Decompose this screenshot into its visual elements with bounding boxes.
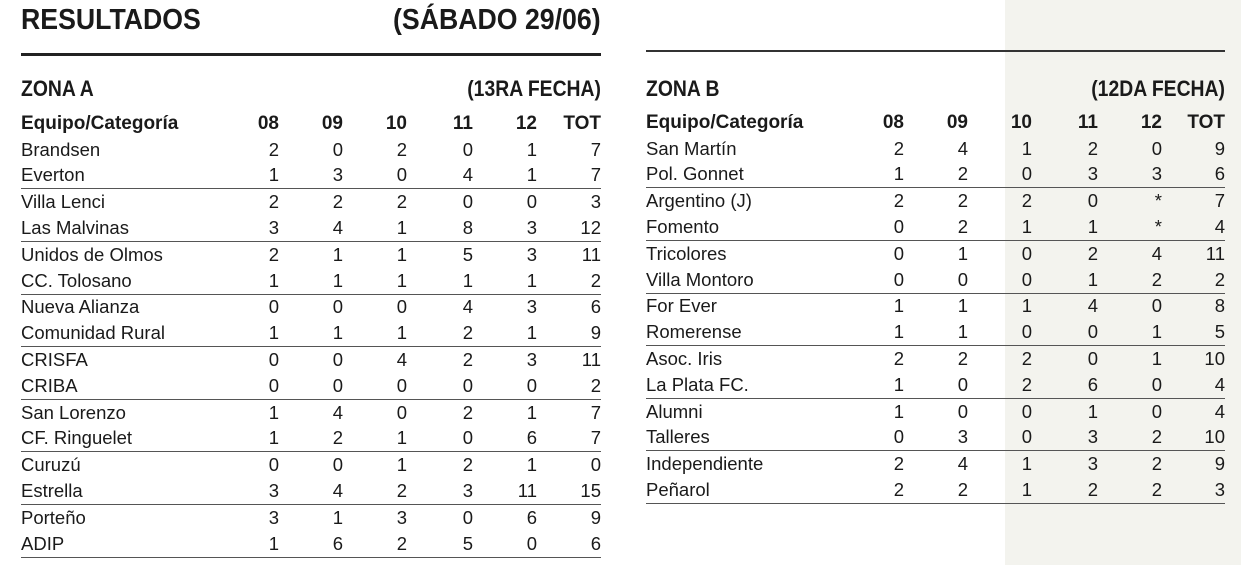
cat-11-cell: 3 xyxy=(1032,162,1098,188)
cat-08-cell: 2 xyxy=(860,477,904,503)
cat-10-cell: 0 xyxy=(396,296,407,318)
cat-10-cell: 0 xyxy=(968,425,1032,451)
cat-11-cell: 4 xyxy=(1087,295,1098,317)
table-row xyxy=(646,267,1225,293)
cat-12-cell: * xyxy=(1154,190,1162,212)
table-header-row xyxy=(646,110,1225,136)
zona-a-table xyxy=(21,111,601,558)
team-cell: Nueva Alianza xyxy=(21,296,140,318)
cat-11-cell: 1 xyxy=(1087,400,1098,422)
team-cell: Comunidad Rural xyxy=(21,320,235,346)
zona-a-rows xyxy=(21,137,601,557)
cat-10-cell: 1 xyxy=(968,214,1032,240)
cat-09-cell: 0 xyxy=(957,400,968,422)
cat-12-cell: 0 xyxy=(1151,400,1162,422)
cat-11-cell: 3 xyxy=(407,478,473,504)
cat-12-cell: 1 xyxy=(526,138,537,160)
team-cell: Villa Montoro xyxy=(646,267,860,293)
cat-08-cell: 1 xyxy=(860,319,904,345)
zona-b-heading xyxy=(646,76,1225,104)
total-cell: 11 xyxy=(581,349,601,371)
cat-10-cell: 1 xyxy=(343,215,407,241)
table-row xyxy=(21,189,601,215)
cat-11-cell: 6 xyxy=(1032,372,1098,398)
team-cell: Alumni xyxy=(646,400,703,422)
team-cell: Porteño xyxy=(21,506,86,528)
cat-09-cell: 4 xyxy=(279,478,343,504)
column-header-team: Equipo/Categoría xyxy=(646,111,804,133)
cat-08-cell: 2 xyxy=(893,348,904,370)
cat-08-cell: 1 xyxy=(235,163,279,189)
cat-10-cell: 0 xyxy=(968,319,1032,345)
team-cell: Estrella xyxy=(21,478,235,504)
team-cell: Las Malvinas xyxy=(21,215,235,241)
zona-a-fecha: (13RA FECHA) xyxy=(467,76,601,101)
zona-b-fecha: (12DA FECHA) xyxy=(1091,76,1225,101)
cat-10-cell: 1 xyxy=(396,243,407,265)
cat-12-cell: * xyxy=(1098,214,1162,240)
total-cell: 3 xyxy=(1162,477,1225,503)
cat-12-cell: 3 xyxy=(526,349,537,371)
cat-08-cell: 2 xyxy=(268,138,279,160)
team-cell: Unidos de Olmos xyxy=(21,243,163,265)
cat-08-cell: 1 xyxy=(860,162,904,188)
cat-09-cell: 0 xyxy=(332,138,343,160)
team-cell: Romerense xyxy=(646,319,860,345)
total-cell: 4 xyxy=(1214,400,1225,422)
zona-b-table xyxy=(646,110,1225,504)
table-row xyxy=(646,136,1225,162)
cat-10-cell: 2 xyxy=(968,372,1032,398)
table-row xyxy=(646,188,1225,214)
cat-08-cell: 1 xyxy=(893,400,904,422)
cat-10-cell: 1 xyxy=(1021,453,1032,475)
total-cell: 6 xyxy=(590,296,601,318)
total-cell: 9 xyxy=(590,506,601,528)
cat-09-cell: 0 xyxy=(279,373,343,399)
cat-11-cell: 2 xyxy=(462,349,473,371)
table-row xyxy=(646,398,1225,424)
cat-09-cell: 2 xyxy=(904,162,968,188)
cat-12-cell: 2 xyxy=(1098,425,1162,451)
total-cell: 4 xyxy=(1162,214,1225,240)
table-row xyxy=(21,294,601,320)
cat-11-cell: 0 xyxy=(462,506,473,528)
total-cell: 2 xyxy=(1162,267,1225,293)
cat-09-cell: 1 xyxy=(279,268,343,294)
cat-10-cell: 2 xyxy=(396,191,407,213)
cat-10-cell: 1 xyxy=(343,426,407,452)
cat-08-cell: 2 xyxy=(268,243,279,265)
total-cell: 9 xyxy=(1214,453,1225,475)
cat-08-cell: 0 xyxy=(860,214,904,240)
cat-10-cell: 0 xyxy=(968,162,1032,188)
cat-08-cell: 1 xyxy=(235,531,279,557)
cat-09-cell: 0 xyxy=(904,267,968,293)
cat-09-cell: 0 xyxy=(332,296,343,318)
cat-10-cell: 2 xyxy=(1021,190,1032,212)
total-cell: 7 xyxy=(590,138,601,160)
team-cell: Peñarol xyxy=(646,477,860,503)
cat-08-cell: 2 xyxy=(893,137,904,159)
cat-11-cell: 0 xyxy=(1087,348,1098,370)
cat-12-cell: 4 xyxy=(1151,242,1162,264)
cat-11-cell: 1 xyxy=(1032,214,1098,240)
table-row xyxy=(646,451,1225,477)
cat-12-cell: 1 xyxy=(526,454,537,476)
table-row xyxy=(646,346,1225,372)
column-header-09: 09 xyxy=(946,111,968,133)
cat-09-cell: 1 xyxy=(332,243,343,265)
table-row xyxy=(21,241,601,267)
cat-12-cell: 2 xyxy=(1151,453,1162,475)
cat-11-cell: 0 xyxy=(1087,190,1098,212)
cat-12-cell: 0 xyxy=(526,191,537,213)
team-cell: Curuzú xyxy=(21,454,81,476)
total-cell: 9 xyxy=(1214,137,1225,159)
table-row xyxy=(21,215,601,241)
total-cell: 6 xyxy=(1162,162,1225,188)
cat-11-cell: 0 xyxy=(407,373,473,399)
team-cell: Everton xyxy=(21,163,235,189)
table-row xyxy=(21,452,601,478)
cat-09-cell: 2 xyxy=(904,214,968,240)
cat-08-cell: 0 xyxy=(268,296,279,318)
total-cell: 2 xyxy=(537,373,601,399)
total-cell: 8 xyxy=(1214,295,1225,317)
team-cell: Argentino (J) xyxy=(646,190,752,212)
cat-10-cell: 2 xyxy=(343,478,407,504)
cat-12-cell: 1 xyxy=(1151,348,1162,370)
cat-12-cell: 2 xyxy=(1098,267,1162,293)
team-cell: Independiente xyxy=(646,453,764,475)
cat-11-cell: 5 xyxy=(462,243,473,265)
team-cell: Fomento xyxy=(646,214,860,240)
cat-09-cell: 1 xyxy=(904,319,968,345)
total-cell: 15 xyxy=(537,478,601,504)
cat-09-cell: 1 xyxy=(957,295,968,317)
cat-08-cell: 0 xyxy=(235,373,279,399)
cat-09-cell: 2 xyxy=(904,477,968,503)
team-cell: Pol. Gonnet xyxy=(646,162,860,188)
page-date: (SÁBADO 29/06) xyxy=(393,4,601,36)
table-row xyxy=(21,163,601,189)
column-header-08: 08 xyxy=(882,111,904,133)
cat-09-cell: 4 xyxy=(957,453,968,475)
team-cell: Brandsen xyxy=(21,138,101,160)
cat-09-cell: 1 xyxy=(279,320,343,346)
cat-11-cell: 4 xyxy=(407,163,473,189)
total-cell: 6 xyxy=(537,531,601,557)
cat-12-cell: 1 xyxy=(473,320,537,346)
cat-12-cell: 3 xyxy=(1098,162,1162,188)
cat-08-cell: 0 xyxy=(268,454,279,476)
column-header-tot: TOT xyxy=(563,112,601,134)
cat-09-cell: 1 xyxy=(332,506,343,528)
column-header-12: 12 xyxy=(515,112,537,134)
total-cell: 7 xyxy=(1214,190,1225,212)
cat-08-cell: 3 xyxy=(268,506,279,528)
cat-08-cell: 2 xyxy=(268,191,279,213)
cat-08-cell: 0 xyxy=(268,349,279,371)
team-cell: Asoc. Iris xyxy=(646,348,723,370)
cat-09-cell: 6 xyxy=(279,531,343,557)
zona-b-rule xyxy=(646,50,1225,52)
cat-11-cell: 1 xyxy=(407,268,473,294)
total-cell: 10 xyxy=(1162,425,1225,451)
team-cell: Villa Lenci xyxy=(21,191,105,213)
cat-08-cell: 1 xyxy=(235,426,279,452)
cat-10-cell: 2 xyxy=(343,531,407,557)
team-cell: CRIBA xyxy=(21,373,235,399)
cat-10-cell: 1 xyxy=(1021,295,1032,317)
cat-12-cell: 6 xyxy=(526,506,537,528)
total-cell: 4 xyxy=(1162,372,1225,398)
team-cell: Tricolores xyxy=(646,242,727,264)
column-header-08: 08 xyxy=(257,112,279,134)
cat-08-cell: 1 xyxy=(235,268,279,294)
total-cell: 11 xyxy=(581,243,601,265)
table-row xyxy=(646,162,1225,188)
cat-08-cell: 1 xyxy=(893,295,904,317)
cat-09-cell: 1 xyxy=(957,242,968,264)
cat-12-cell: 3 xyxy=(526,296,537,318)
table-row xyxy=(646,319,1225,345)
cat-10-cell: 1 xyxy=(968,477,1032,503)
cat-10-cell: 2 xyxy=(396,138,407,160)
cat-09-cell: 2 xyxy=(957,190,968,212)
cat-12-cell: 0 xyxy=(473,373,537,399)
cat-08-cell: 2 xyxy=(893,453,904,475)
table-row xyxy=(646,372,1225,398)
total-cell: 7 xyxy=(537,163,601,189)
cat-11-cell: 5 xyxy=(407,531,473,557)
table-row xyxy=(646,425,1225,451)
total-cell: 11 xyxy=(1205,242,1225,264)
cat-11-cell: 2 xyxy=(1032,477,1098,503)
cat-09-cell: 0 xyxy=(332,349,343,371)
cat-12-cell: 2 xyxy=(1098,477,1162,503)
table-row xyxy=(646,240,1225,266)
cat-08-cell: 1 xyxy=(268,401,279,423)
page-title: RESULTADOS xyxy=(21,4,201,36)
cat-11-cell: 0 xyxy=(462,191,473,213)
cat-11-cell: 3 xyxy=(1087,453,1098,475)
cat-10-cell: 1 xyxy=(343,268,407,294)
cat-09-cell: 0 xyxy=(904,372,968,398)
table-row xyxy=(21,399,601,425)
cat-11-cell: 3 xyxy=(1032,425,1098,451)
team-cell: San Martín xyxy=(646,137,737,159)
table-row xyxy=(21,347,601,373)
total-cell: 9 xyxy=(537,320,601,346)
cat-11-cell: 2 xyxy=(462,454,473,476)
cat-11-cell: 1 xyxy=(1032,267,1098,293)
cat-09-cell: 4 xyxy=(957,137,968,159)
cat-08-cell: 3 xyxy=(235,478,279,504)
total-cell: 7 xyxy=(590,401,601,423)
cat-11-cell: 4 xyxy=(462,296,473,318)
team-cell: For Ever xyxy=(646,295,717,317)
cat-12-cell: 6 xyxy=(473,426,537,452)
table-row xyxy=(21,531,601,557)
cat-12-cell: 0 xyxy=(1151,295,1162,317)
zona-b-rows xyxy=(646,136,1225,504)
cat-08-cell: 0 xyxy=(860,425,904,451)
cat-11-cell: 2 xyxy=(1087,137,1098,159)
cat-10-cell: 1 xyxy=(396,454,407,476)
cat-08-cell: 2 xyxy=(893,190,904,212)
cat-11-cell: 0 xyxy=(407,426,473,452)
cat-10-cell: 0 xyxy=(343,163,407,189)
cat-08-cell: 1 xyxy=(235,320,279,346)
table-row xyxy=(646,477,1225,503)
zona-b-name: ZONA B xyxy=(646,76,720,101)
cat-09-cell: 4 xyxy=(279,215,343,241)
cat-09-cell: 2 xyxy=(957,348,968,370)
column-header-tot: TOT xyxy=(1187,111,1225,133)
total-cell: 5 xyxy=(1162,319,1225,345)
column-header-10: 10 xyxy=(385,112,407,134)
table-row xyxy=(21,478,601,504)
cat-12-cell: 1 xyxy=(473,163,537,189)
cat-12-cell: 0 xyxy=(1098,372,1162,398)
cat-10-cell: 0 xyxy=(1021,242,1032,264)
total-cell: 2 xyxy=(537,268,601,294)
total-cell: 3 xyxy=(590,191,601,213)
cat-09-cell: 2 xyxy=(279,426,343,452)
cat-10-cell: 3 xyxy=(396,506,407,528)
table-row xyxy=(21,320,601,346)
team-cell: CF. Ringuelet xyxy=(21,426,235,452)
cat-10-cell: 0 xyxy=(1021,400,1032,422)
total-cell: 10 xyxy=(1204,348,1225,370)
cat-11-cell: 8 xyxy=(407,215,473,241)
column-header-team: Equipo/Categoría xyxy=(21,112,179,134)
cat-11-cell: 0 xyxy=(1032,319,1098,345)
team-cell: CRISFA xyxy=(21,349,88,371)
cat-10-cell: 0 xyxy=(968,267,1032,293)
table-row xyxy=(21,426,601,452)
total-cell: 12 xyxy=(537,215,601,241)
cat-10-cell: 1 xyxy=(343,320,407,346)
cat-08-cell: 1 xyxy=(860,372,904,398)
zona-a-heading xyxy=(21,76,601,104)
cat-12-cell: 0 xyxy=(1151,137,1162,159)
cat-12-cell: 1 xyxy=(473,268,537,294)
cat-12-cell: 11 xyxy=(473,478,537,504)
team-cell: ADIP xyxy=(21,531,235,557)
cat-08-cell: 3 xyxy=(235,215,279,241)
cat-10-cell: 4 xyxy=(396,349,407,371)
cat-10-cell: 0 xyxy=(396,401,407,423)
cat-11-cell: 2 xyxy=(407,320,473,346)
table-row xyxy=(21,137,601,163)
column-header-12: 12 xyxy=(1140,111,1162,133)
cat-11-cell: 0 xyxy=(462,138,473,160)
total-cell: 0 xyxy=(590,454,601,476)
cat-10-cell: 1 xyxy=(1021,137,1032,159)
column-header-10: 10 xyxy=(1010,111,1032,133)
team-cell: La Plata FC. xyxy=(646,372,860,398)
table-row xyxy=(646,214,1225,240)
cat-11-cell: 2 xyxy=(462,401,473,423)
column-header-09: 09 xyxy=(321,112,343,134)
cat-09-cell: 0 xyxy=(332,454,343,476)
cat-09-cell: 3 xyxy=(279,163,343,189)
zona-a-name: ZONA A xyxy=(21,76,94,101)
team-cell: CC. Tolosano xyxy=(21,268,235,294)
cat-12-cell: 0 xyxy=(473,531,537,557)
cat-11-cell: 2 xyxy=(1087,242,1098,264)
column-header-11: 11 xyxy=(1077,111,1098,133)
total-cell: 7 xyxy=(537,426,601,452)
cat-12-cell: 3 xyxy=(526,243,537,265)
team-cell: Talleres xyxy=(646,425,860,451)
cat-09-cell: 3 xyxy=(904,425,968,451)
cat-08-cell: 0 xyxy=(860,267,904,293)
table-row xyxy=(21,268,601,294)
page-header xyxy=(21,4,601,44)
team-cell: San Lorenzo xyxy=(21,401,126,423)
header-rule xyxy=(21,53,601,56)
cat-12-cell: 3 xyxy=(473,215,537,241)
cat-09-cell: 2 xyxy=(332,191,343,213)
table-row xyxy=(646,293,1225,319)
cat-12-cell: 1 xyxy=(526,401,537,423)
cat-09-cell: 4 xyxy=(332,401,343,423)
cat-10-cell: 2 xyxy=(1021,348,1032,370)
column-header-11: 11 xyxy=(452,112,473,134)
table-row xyxy=(21,373,601,399)
cat-08-cell: 0 xyxy=(893,242,904,264)
cat-10-cell: 0 xyxy=(343,373,407,399)
table-header-row xyxy=(21,111,601,137)
table-row xyxy=(21,504,601,530)
cat-12-cell: 1 xyxy=(1098,319,1162,345)
